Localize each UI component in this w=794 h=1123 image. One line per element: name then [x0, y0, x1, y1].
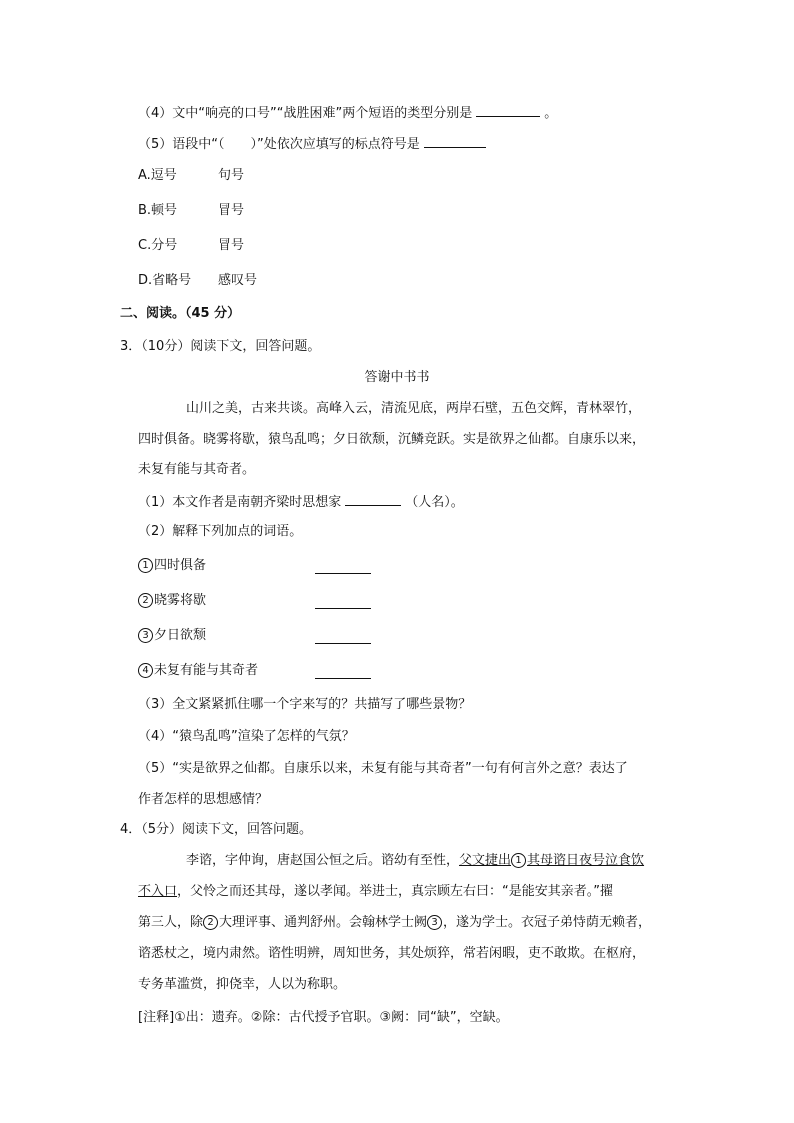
answer-blank[interactable]: [315, 665, 371, 679]
option-c[interactable]: C.分号 冒号: [138, 238, 245, 253]
option-a[interactable]: A.逗号 句号: [138, 168, 245, 183]
question-4-line: （4）文中“响亮的口号”“战胜困难”两个短语的类型分别是 。: [138, 103, 557, 123]
word-item: 3 夕日欲颓: [138, 627, 206, 645]
passage-line: 不入口，父怜之而还其母，遂以孝闻。举进士，真宗顾左右曰：“是能安其亲者。”擢: [138, 884, 613, 899]
sub-question-5: （5）“实是欲界之仙都。自康乐以来，未复有能与其奇者”一句有何言外之意？表达了: [138, 761, 628, 776]
passage-line: 山川之美，古来共谈。高峰入云，清流见底，两岸石壁，五色交辉，青林翠竹，: [186, 401, 642, 416]
passage-line: 李谘，字仲询，唐赵国公恒之后。谘幼有至性，父文捷出 1 其母谘日夜号泣食饮: [186, 853, 645, 868]
answer-blank[interactable]: [315, 630, 371, 644]
passage-line: 四时俱备。晓雾将歇，猿鸟乱鸣；夕日欲颓，沉鳞竞跃。实是欲界之仙都。自康乐以来，: [138, 432, 646, 447]
sub-question-5-cont: 作者怎样的思想感情？: [138, 792, 269, 807]
passage-line: 未复有能与其奇者。: [138, 462, 256, 477]
passage-line: 专务革滥赏，抑侥幸，人以为称职。: [138, 977, 347, 992]
answer-blank[interactable]: [315, 595, 371, 609]
word-item: 2 晓雾将歇: [138, 592, 206, 610]
passage-title: 答谢中书书: [364, 370, 430, 385]
word-item: 4 未复有能与其奇者: [138, 662, 258, 680]
question-3-header: 3．（10分）阅读下文，回答问题。: [120, 339, 321, 354]
option-b[interactable]: B.顿号 冒号: [138, 203, 245, 218]
sub-question-1: （1）本文作者是南朝齐梁时思想家 （人名）。: [138, 492, 464, 512]
question-4-header: 4．（5分）阅读下文，回答问题。: [120, 822, 313, 837]
answer-blank[interactable]: [476, 103, 540, 117]
passage-line: 谘悉杖之，境内肃然。谘性明辨，周知世务，其处烦猝，常若闲暇，吏不敢欺。在枢府，: [138, 946, 646, 961]
answer-blank[interactable]: [345, 492, 401, 506]
sub-question-4: （4）“猿鸟乱鸣”渲染了怎样的气氛？: [138, 729, 355, 744]
sub-question-2: （2）解释下列加点的词语。: [138, 524, 303, 539]
answer-blank[interactable]: [315, 560, 371, 574]
annotation-note: [注释]①出：遗弃。②除：古代授予官职。③阙：同“缺”，空缺。: [138, 1010, 509, 1025]
sub-question-3: （3）全文紧紧抓住哪一个字来写的？共描写了哪些景物？: [138, 697, 472, 712]
answer-blank[interactable]: [424, 134, 486, 148]
option-d[interactable]: D.省略号 感叹号: [138, 273, 258, 288]
question-5-line: （5）语段中“（ ）”处依次应填写的标点符号是: [138, 134, 490, 154]
word-item: 1 四时俱备: [138, 557, 206, 575]
section-heading: 二、阅读。（45 分）: [120, 306, 241, 321]
passage-line: 第三人，除 2 大理评事、通判舒州。会翰林学士阙 3 ，遂为学士。衣冠子弟恃荫无赖者，: [138, 915, 652, 930]
